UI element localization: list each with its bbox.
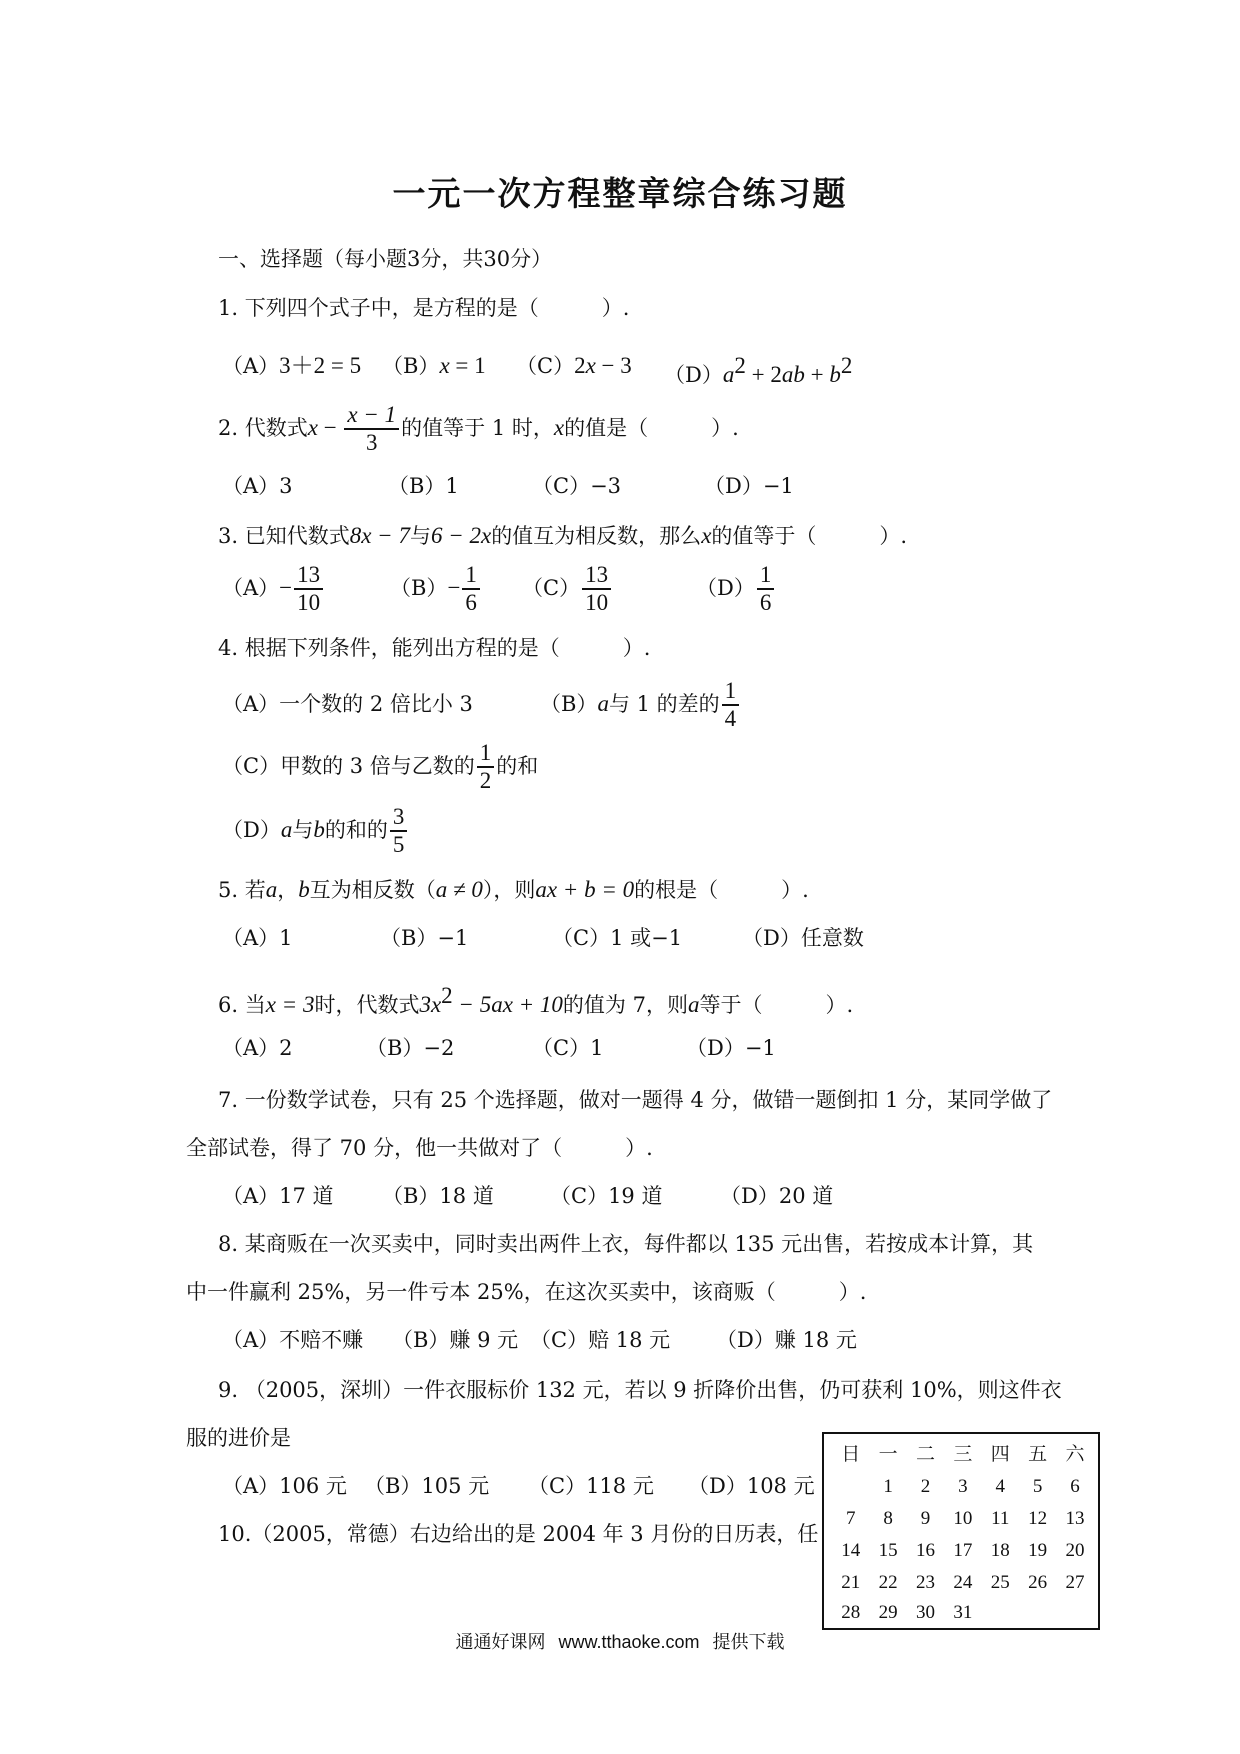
q8-option-b: （B）赚 9 元 <box>392 1328 519 1352</box>
exponent: 2 <box>840 353 853 378</box>
q8-option-c: （C）赔 18 元 <box>530 1328 671 1352</box>
footer-tail-text: 提供下载 <box>712 1632 785 1652</box>
q4-option-a: （A）一个数的 2 倍比小 3 <box>222 692 473 716</box>
calendar-week-row <box>832 1504 1094 1534</box>
math-expression: 3x <box>419 992 442 1017</box>
option-label: （B） <box>540 691 598 716</box>
question-text: 时，代数式 <box>314 993 420 1017</box>
calendar-day-cell: 17 <box>953 1540 973 1561</box>
fraction-denominator: 3 <box>366 430 378 456</box>
calendar-header-row <box>832 1440 1094 1470</box>
q1-option-a <box>222 352 361 380</box>
calendar-day-cell <box>1056 1598 1093 1628</box>
q4-option-c <box>222 740 538 795</box>
calendar-header-cell: 日 <box>841 1444 861 1465</box>
option-label: （A） <box>222 575 280 600</box>
math-text: 2 <box>574 353 586 378</box>
math-var: b <box>313 816 325 842</box>
calendar-day-cell: 26 <box>1028 1572 1048 1593</box>
exponent: 2 <box>441 983 453 1008</box>
q1-option-c <box>516 352 632 380</box>
question-text: 的值是（ ）. <box>564 415 739 440</box>
calendar-header-cell: 四 <box>990 1444 1010 1465</box>
calendar-day-cell: 31 <box>953 1602 973 1623</box>
option-label: （D） <box>222 817 281 842</box>
math-var: a <box>687 992 700 1017</box>
calendar-day-cell: 30 <box>915 1602 935 1623</box>
calendar-header-cell: 二 <box>915 1444 935 1465</box>
option-text: （C）甲数的 3 倍与乙数的 <box>222 753 475 778</box>
calendar-day-cell: 4 <box>995 1476 1005 1497</box>
fraction-numerator: x − 1 <box>344 402 399 430</box>
math-sign: − <box>279 574 293 600</box>
q7-option-b: （B）18 道 <box>382 1184 494 1208</box>
calendar-day-cell: 14 <box>841 1540 861 1561</box>
q3-option-c <box>522 562 613 617</box>
q9-option-a: （A）106 元 <box>222 1474 347 1498</box>
fraction-denominator: 10 <box>585 590 609 616</box>
q6-option-b: （B）−2 <box>366 1036 455 1060</box>
math-text: + 2 <box>745 362 782 387</box>
q9-option-d: （D）108 元 <box>688 1474 815 1498</box>
question-text: 等于（ ）. <box>699 993 854 1017</box>
q1-option-b <box>382 352 486 380</box>
q5-option-c: （C）1 或−1 <box>552 926 683 950</box>
calendar-day-cell: 20 <box>1065 1540 1085 1561</box>
fraction-denominator: 5 <box>392 832 405 858</box>
question-6 <box>218 982 853 1019</box>
question-7-line-1: 7. 一份数学试卷，只有 25 个选择题，做对一题得 4 分，做错一题倒扣 1 分，某同学做了 <box>218 1088 1053 1112</box>
math-var: a <box>280 816 293 842</box>
math-var: a <box>597 690 609 716</box>
calendar-week-row <box>832 1568 1094 1598</box>
q4-option-b <box>540 678 741 733</box>
fraction <box>722 678 740 733</box>
question-text: 3. 已知代数式 <box>218 524 350 548</box>
page-footer <box>0 1628 1240 1654</box>
fraction <box>390 804 408 859</box>
fraction-denominator: 10 <box>297 590 321 616</box>
calendar-day-cell <box>832 1472 869 1502</box>
question-text: 的值互为相反数，那么 <box>491 524 702 548</box>
math-expression: a ≠ 0 <box>435 877 483 902</box>
question-text: 2. 代数式 <box>218 415 308 440</box>
question-9-line-1: 9. （2005，深圳）一件衣服标价 132 元，若以 9 折降价出售，仍可获利 10%，则这件衣 <box>218 1378 1062 1402</box>
question-text: 的根是（ ）. <box>634 878 809 902</box>
calendar-day-cell: 8 <box>883 1508 893 1529</box>
math-expression: ax + b = 0 <box>535 877 635 902</box>
exponent: 2 <box>734 353 746 378</box>
calendar-day-cell: 15 <box>878 1540 898 1561</box>
fraction-numerator: 1 <box>462 562 480 590</box>
option-label: （B） <box>390 575 448 600</box>
fraction-denominator: 6 <box>465 590 477 616</box>
option-label: （C） <box>522 575 581 600</box>
calendar-week-row <box>832 1536 1094 1566</box>
question-text: ， <box>277 878 299 902</box>
math-var: b <box>829 362 841 387</box>
calendar-header-cell: 六 <box>1065 1444 1085 1465</box>
math-var: x <box>307 414 318 440</box>
question-4: 4. 根据下列条件，能列出方程的是（ ）. <box>218 636 651 660</box>
q5-option-a: （A）1 <box>222 926 293 950</box>
fraction-denominator: 4 <box>724 706 737 732</box>
q9-option-b: （B）105 元 <box>364 1474 490 1498</box>
q3-option-b <box>390 562 482 617</box>
fraction-numerator: 3 <box>390 804 408 832</box>
fraction <box>462 562 480 617</box>
math-var: x <box>553 414 565 440</box>
fraction-numerator: 1 <box>722 678 740 706</box>
math-text: + <box>804 362 830 387</box>
question-5 <box>218 876 809 904</box>
question-2 <box>218 402 739 457</box>
calendar-day-cell: 21 <box>841 1572 861 1593</box>
question-8-line-1: 8. 某商贩在一次买卖中，同时卖出两件上衣，每件都以 135 元出售，若按成本计算，其 <box>218 1232 1034 1256</box>
page-title: 一元一次方程整章综合练习题 <box>392 174 848 213</box>
option-label: （D） <box>664 363 723 387</box>
fraction-numerator: 13 <box>294 562 323 590</box>
option-text: 的和的 <box>324 817 388 842</box>
q2-option-a: （A）3 <box>222 474 293 498</box>
math-var: x <box>585 353 596 378</box>
q6-option-c: （C）1 <box>532 1036 604 1060</box>
q2-option-c: （C）−3 <box>532 474 622 498</box>
option-label: （A） <box>222 354 280 378</box>
calendar-day-cell: 12 <box>1028 1508 1048 1529</box>
q6-option-d: （D）−1 <box>686 1036 776 1060</box>
calendar-header-cell: 五 <box>1028 1444 1048 1465</box>
option-text: 与 1 的差的 <box>608 691 720 716</box>
question-9-line-2: 服的进价是 <box>186 1426 291 1450</box>
math-var: x <box>701 523 712 548</box>
option-text: 与 <box>292 817 314 842</box>
calendar-header-cell: 一 <box>878 1444 898 1465</box>
option-label: （B） <box>382 354 440 378</box>
calendar-day-cell: 5 <box>1032 1476 1043 1497</box>
calendar-week-row <box>832 1472 1094 1502</box>
calendar-day-cell <box>982 1598 1019 1628</box>
question-text: ），则 <box>482 878 536 902</box>
calendar-day-cell: 9 <box>920 1508 931 1529</box>
calendar-day-cell: 18 <box>990 1540 1010 1561</box>
q1-option-d <box>664 352 852 389</box>
q3-option-d <box>696 562 776 617</box>
calendar-day-cell: 11 <box>991 1508 1010 1529</box>
footer-site-name: 通通好课网 <box>455 1632 546 1652</box>
question-1: 1. 下列四个式子中，是方程的是（ ）. <box>218 296 630 320</box>
calendar-header-cell: 三 <box>953 1444 973 1465</box>
question-text: 的值等于（ ）. <box>711 524 908 548</box>
math-text: = 1 <box>449 353 486 378</box>
fraction <box>344 402 399 457</box>
math-var: a <box>265 877 278 902</box>
fraction-denominator: 2 <box>479 768 492 794</box>
question-8-line-2: 中一件赢利 25%，另一件亏本 25%，在这次买卖中，该商贩（ ）. <box>186 1280 867 1304</box>
calendar-day-cell: 25 <box>990 1572 1010 1593</box>
question-text: 互为相反数（ <box>309 878 436 902</box>
math-expression: 6 − 2x <box>430 523 492 548</box>
question-text: 6. 当 <box>218 993 266 1017</box>
math-expression: − 5ax + 10 <box>452 992 563 1017</box>
math-expression: x = 3 <box>265 992 315 1017</box>
fraction <box>757 562 775 617</box>
q5-option-b: （B）−1 <box>380 926 469 950</box>
math-var: b <box>298 877 310 902</box>
question-text: 与 <box>409 524 431 548</box>
math-var: x <box>439 353 450 378</box>
calendar-day-cell: 23 <box>915 1572 935 1593</box>
fraction-denominator: 6 <box>759 590 772 616</box>
calendar-day-cell: 22 <box>878 1572 898 1593</box>
q8-option-d: （D）赚 18 元 <box>716 1328 857 1352</box>
question-7-line-2: 全部试卷，得了 70 分，他一共做对了（ ）. <box>186 1136 653 1160</box>
math-var: a <box>722 362 735 387</box>
calendar-day-cell: 27 <box>1065 1572 1085 1593</box>
question-text: 5. 若 <box>218 878 266 902</box>
q2-option-d: （D）−1 <box>704 474 794 498</box>
option-label: （D） <box>696 575 755 600</box>
fraction <box>477 740 495 795</box>
question-text: 的值为 7，则 <box>562 993 688 1017</box>
calendar-day-cell: 28 <box>841 1602 861 1623</box>
calendar-day-cell: 7 <box>845 1508 856 1529</box>
option-text: 3＋2 = 5 <box>279 353 362 378</box>
option-text: 的和 <box>496 753 539 778</box>
calendar-day-cell: 10 <box>953 1508 973 1529</box>
q7-option-d: （D）20 道 <box>720 1184 834 1208</box>
question-text: 的值等于 1 时， <box>401 415 554 440</box>
calendar-day-cell: 6 <box>1070 1476 1080 1497</box>
calendar-day-cell: 3 <box>958 1476 968 1497</box>
calendar-table <box>822 1432 1100 1630</box>
calendar-day-cell: 2 <box>920 1476 931 1497</box>
fraction <box>582 562 611 617</box>
calendar-day-cell <box>1019 1598 1056 1628</box>
calendar-day-cell: 16 <box>915 1540 935 1561</box>
q9-option-c: （C）118 元 <box>528 1474 654 1498</box>
calendar-day-cell: 1 <box>883 1476 893 1497</box>
math-text: − 3 <box>595 353 632 378</box>
calendar-day-cell: 29 <box>878 1602 898 1623</box>
math-expression: 8x − 7 <box>349 523 410 548</box>
fraction-numerator: 1 <box>477 740 495 768</box>
math-var: ab <box>781 362 805 387</box>
fraction-numerator: 13 <box>582 562 611 590</box>
question-3 <box>218 522 907 550</box>
fraction <box>294 562 323 617</box>
calendar-week-row <box>832 1598 1094 1628</box>
calendar-day-cell: 19 <box>1028 1540 1048 1561</box>
q7-option-a: （A）17 道 <box>222 1184 334 1208</box>
q2-option-b: （B）1 <box>388 474 459 498</box>
q8-option-a: （A）不赔不赚 <box>222 1328 364 1352</box>
math-text: − <box>317 414 343 440</box>
q6-option-a: （A）2 <box>222 1036 293 1060</box>
question-10-line-1: 10.（2005，常德）右边给出的是 2004 年 3 月份的日历表，任 <box>218 1522 819 1546</box>
footer-url-link[interactable]: www.tthaoke.com <box>558 1632 700 1652</box>
calendar-day-cell: 24 <box>953 1572 973 1593</box>
math-sign: − <box>447 574 461 600</box>
q4-option-d <box>222 804 409 859</box>
q7-option-c: （C）19 道 <box>550 1184 663 1208</box>
q5-option-d: （D）任意数 <box>742 926 864 950</box>
fraction-numerator: 1 <box>757 562 775 590</box>
option-label: （C） <box>516 354 575 378</box>
calendar-day-cell: 13 <box>1065 1508 1085 1529</box>
q3-option-a <box>222 562 325 617</box>
section-heading: 一、选择题（每小题3分，共30分） <box>218 247 553 271</box>
